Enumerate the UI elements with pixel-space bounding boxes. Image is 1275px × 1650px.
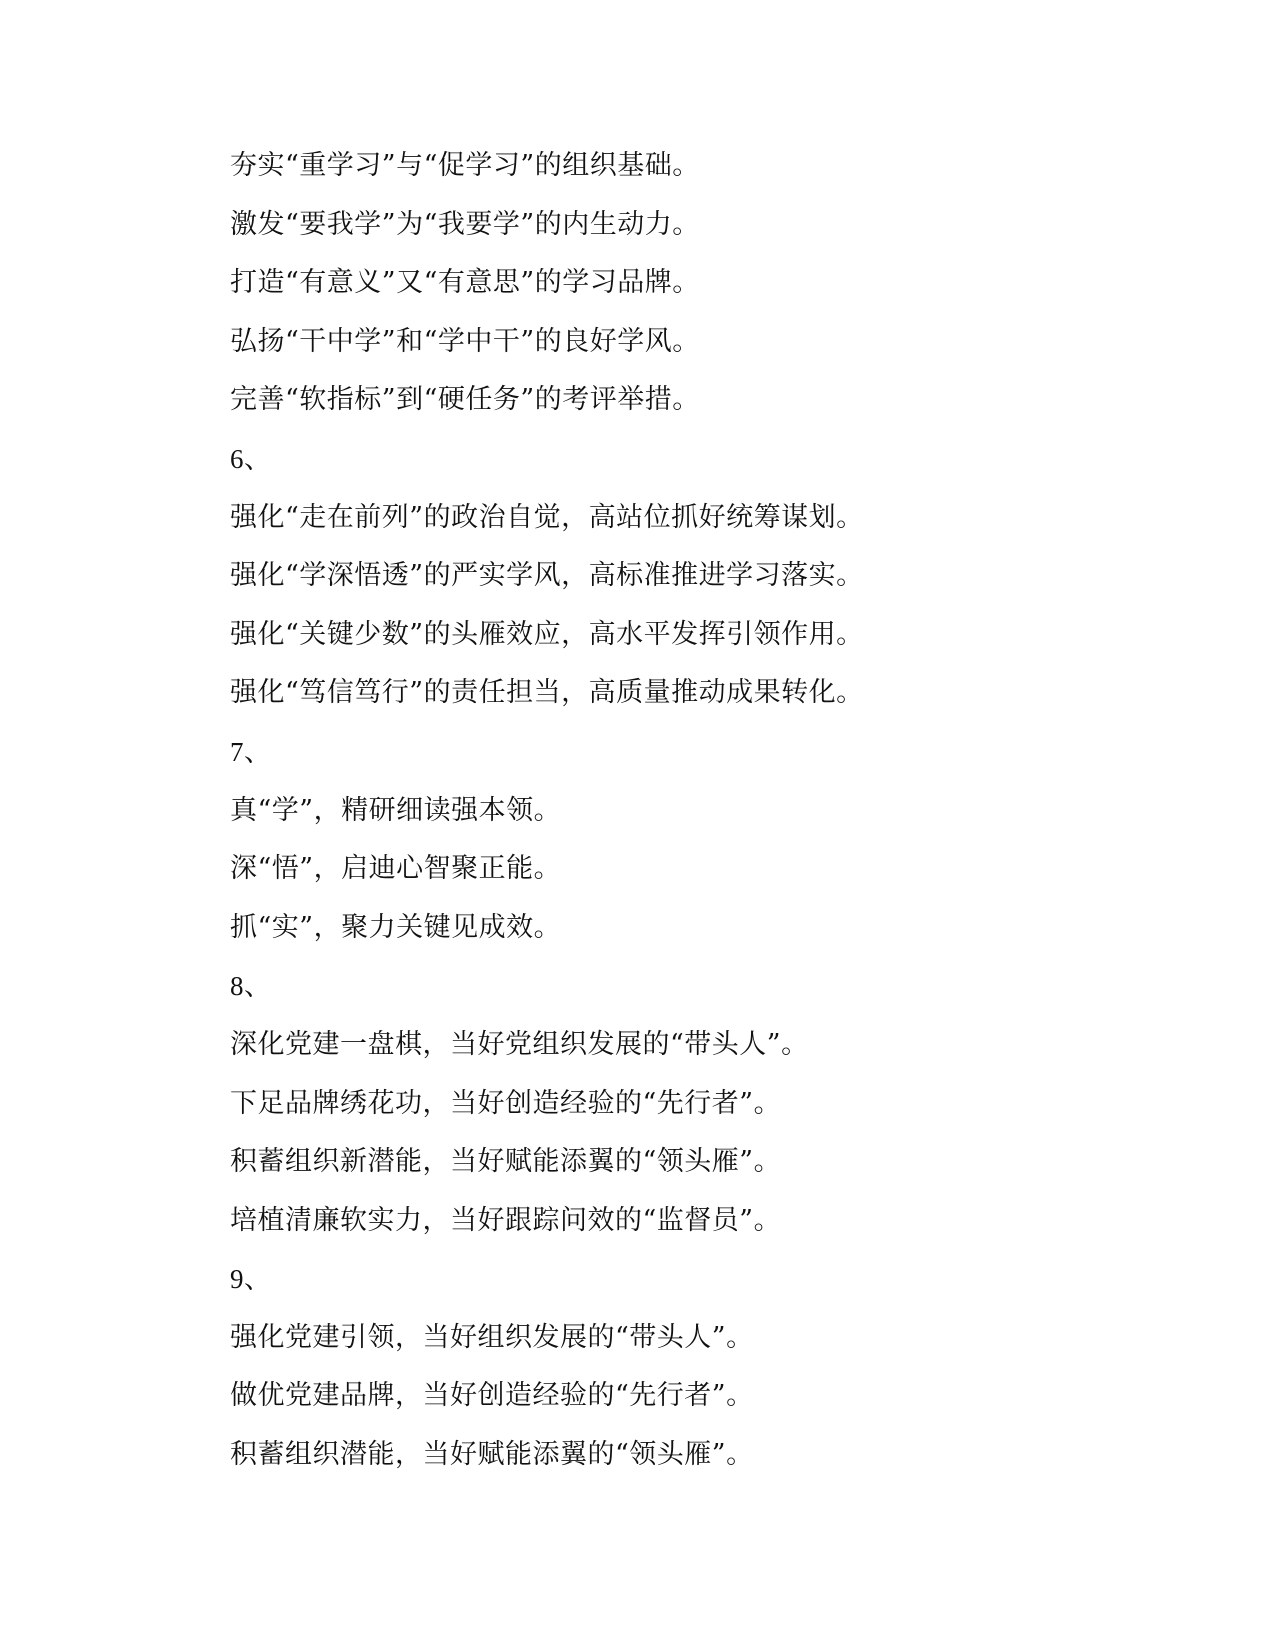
- document-body: [230, 137, 1130, 1485]
- text-line: 深“悟”，启迪心智聚正能。: [230, 853, 562, 885]
- text-line: 弘扬“干中学”和“学中干”的良好学风。: [230, 325, 700, 357]
- section-number: 6、: [230, 443, 272, 474]
- text-line: 抓“实”，聚力关键见成效。: [230, 911, 562, 943]
- text-line: 夯实“重学习”与“促学习”的组织基础。: [230, 150, 700, 181]
- text-line: 激发“要我学”为“我要学”的内生动力。: [230, 208, 700, 240]
- text-line: 强化“笃信笃行”的责任担当，高质量推动成果转化。: [230, 677, 864, 709]
- text-line: 积蓄组织新潜能，当好赋能添翼的“领头雁”。: [230, 1146, 782, 1178]
- text-line: 做优党建品牌，当好创造经验的“先行者”。: [230, 1380, 754, 1412]
- text-line: 强化党建引领，当好组织发展的“带头人”。: [230, 1321, 754, 1353]
- text-line: 强化“走在前列”的政治自觉，高站位抓好统筹谋划。: [230, 501, 864, 533]
- text-line: 真“学”，精研细读强本领。: [230, 794, 562, 826]
- section-number: 8、: [230, 971, 272, 1002]
- text-line: 强化“关键少数”的头雁效应，高水平发挥引领作用。: [230, 618, 864, 650]
- text-line: 强化“学深悟透”的严实学风，高标准推进学习落实。: [230, 560, 864, 592]
- text-line: 深化党建一盘棋，当好党组织发展的“带头人”。: [230, 1028, 809, 1060]
- text-line: 打造“有意义”又“有意思”的学习品牌。: [230, 267, 700, 299]
- text-line: 培植清廉软实力，当好跟踪问效的“监督员”。: [230, 1204, 782, 1236]
- text-line: 完善“软指标”到“硬任务”的考评举措。: [230, 384, 700, 416]
- section-number: 7、: [230, 736, 272, 767]
- section-number: 9、: [230, 1264, 272, 1295]
- text-line: 积蓄组织潜能，当好赋能添翼的“领头雁”。: [230, 1439, 754, 1471]
- text-line: 下足品牌绣花功，当好创造经验的“先行者”。: [230, 1087, 782, 1119]
